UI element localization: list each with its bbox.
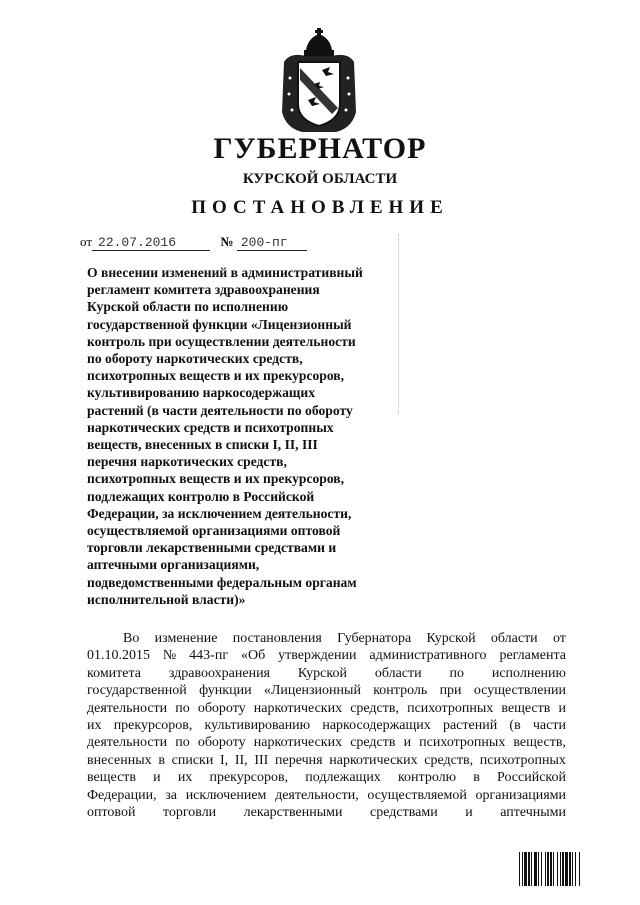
body-word: и	[153, 770, 161, 786]
body-word: веществ,	[513, 735, 566, 751]
body-word: по	[175, 735, 190, 751]
body-word: в	[473, 770, 480, 786]
body-word: контроль	[373, 683, 428, 699]
heading-line: государственной функции «Лицензионный	[87, 316, 352, 332]
number-prefix: №	[220, 234, 234, 249]
body-word: средств	[350, 735, 396, 751]
heading-line: Федерации, за исключением деятельности,	[87, 505, 352, 521]
body-line	[87, 647, 566, 664]
body-line	[87, 804, 566, 821]
body-word: области	[374, 665, 422, 681]
body-word: II,	[234, 752, 248, 768]
body-word: административного	[369, 648, 487, 664]
body-word: области	[490, 631, 538, 646]
body-word: Российской	[497, 770, 566, 786]
body-word: списки	[171, 752, 214, 768]
document-heading	[87, 264, 397, 608]
coat-of-arms-icon	[280, 28, 358, 140]
date-number-line	[80, 234, 307, 251]
body-word: торговли	[162, 805, 217, 821]
body-line	[87, 769, 566, 786]
body-paragraph	[87, 630, 566, 821]
heading-line: аптечными организациями,	[87, 557, 260, 573]
document-type: ПОСТАНОВЛЕНИЕ	[191, 197, 449, 218]
barcode-icon	[519, 852, 609, 886]
barcode-bar	[528, 852, 530, 886]
body-word: 01.10.2015	[87, 648, 150, 664]
body-word: лекарственными	[243, 805, 343, 821]
barcode-bar	[557, 852, 558, 886]
body-word: Курской	[297, 665, 347, 681]
heading-line: регламент комитета здравоохранения	[87, 282, 320, 298]
body-word: средств,	[350, 700, 399, 716]
body-word: контролю	[397, 770, 457, 786]
barcode-bar	[572, 852, 573, 886]
body-word: от	[552, 631, 566, 646]
body-word: наркотических	[329, 752, 418, 768]
body-word: I,	[220, 752, 229, 768]
barcode-bar	[522, 852, 523, 886]
body-word: растений	[442, 718, 498, 734]
body-word: исполнению	[491, 665, 566, 681]
body-line	[87, 787, 566, 804]
body-word: в	[158, 752, 165, 768]
body-word: их	[177, 770, 193, 786]
barcode-bar	[531, 852, 532, 886]
document-number: 200-пг	[240, 235, 288, 250]
heading-line: перечня наркотических средств,	[87, 454, 287, 470]
body-word: их	[87, 718, 102, 734]
barcode-bar	[547, 852, 549, 886]
body-word: веществ	[501, 700, 551, 716]
body-word: оптовой	[87, 805, 136, 821]
body-word: перечня	[275, 752, 323, 768]
heading-line: психотропных веществ и их прекурсоров,	[87, 471, 345, 487]
body-word: веществ	[87, 770, 137, 786]
barcode-bar	[569, 852, 571, 886]
body-word: изменение	[154, 631, 218, 646]
body-word: постановления	[232, 631, 322, 646]
body-word: прекурсоров,	[209, 770, 289, 786]
heading-line: по обороту наркотических средств,	[87, 351, 303, 367]
body-word: за	[165, 787, 178, 803]
heading-line: О внесении изменений в административный	[87, 265, 363, 280]
body-word: по	[449, 665, 464, 681]
body-word: наркотических	[253, 700, 343, 716]
body-word: психотропных	[407, 700, 494, 716]
barcode-bar	[541, 852, 542, 886]
body-word: деятельности	[87, 735, 168, 751]
barcode-bar	[562, 852, 564, 886]
heading-line: контроль при осуществлении деятельности	[87, 333, 356, 349]
body-word: средств,	[424, 752, 474, 768]
body-word: государственной	[87, 683, 187, 699]
body-word: комитета	[87, 665, 142, 681]
heading-line: веществ, внесенных в списки I, II, III	[87, 437, 318, 453]
body-word: аптечными	[500, 805, 566, 821]
barcode-bar	[565, 852, 568, 886]
heading-line: наркотических средств и психотропных	[87, 419, 334, 435]
barcode-bar	[524, 852, 527, 886]
heading-line: Курской области по исполнению	[87, 299, 289, 315]
body-word: здравоохранения	[168, 665, 270, 681]
body-word: регламента	[499, 648, 566, 664]
barcode-bar	[575, 852, 576, 886]
body-line	[87, 752, 566, 769]
region-subtitle: КУРСКОЙ ОБЛАСТИ	[242, 171, 398, 187]
body-word: при	[439, 683, 462, 699]
body-word: осуществляемой	[367, 787, 467, 803]
body-word: Федерации,	[87, 787, 157, 803]
body-line	[87, 734, 566, 751]
barcode-bar	[579, 852, 580, 886]
barcode-bar	[545, 852, 546, 886]
body-word: III	[254, 752, 269, 768]
heading-line: торговли лекарственными средствами и	[87, 540, 337, 556]
date-prefix: от	[80, 234, 93, 249]
body-word: части	[532, 718, 566, 734]
body-word: осуществлении	[473, 683, 566, 699]
barcode-bar	[560, 852, 561, 886]
body-word: психотропных	[419, 735, 506, 751]
body-word: и	[558, 700, 566, 716]
body-word: Во	[123, 631, 140, 646]
body-word: организациями	[475, 787, 566, 803]
barcode-bar	[519, 852, 520, 886]
body-word: средствами	[370, 805, 438, 821]
body-word: подлежащих	[305, 770, 381, 786]
body-word: наркотических	[253, 735, 343, 751]
document-date: 22.07.2016	[98, 235, 177, 250]
heading-line: исполнительной власти)»	[87, 591, 246, 607]
barcode-bar	[534, 852, 537, 886]
body-word: внесенных	[87, 752, 152, 768]
body-word: деятельности,	[275, 787, 359, 803]
body-word: (в	[509, 718, 521, 734]
body-word: и	[465, 805, 473, 821]
body-word: Губернатора	[337, 631, 412, 646]
body-line	[87, 700, 566, 717]
barcode-bar	[538, 852, 539, 886]
body-word: деятельности	[87, 700, 168, 716]
body-word: «Лицензионный	[263, 683, 361, 699]
body-word: психотропных	[479, 752, 566, 768]
heading-line: осуществляемой организациями оптовой	[87, 523, 341, 539]
heading-line: подлежащих контролю в Российской	[87, 488, 315, 504]
barcode-bar	[553, 852, 554, 886]
body-word: наркосодержащих	[322, 718, 431, 734]
page-title: ГУБЕРНАТОР	[213, 132, 427, 165]
body-word: функции	[199, 683, 252, 699]
body-word: 443-пг	[189, 648, 229, 664]
body-word: культивированию	[204, 718, 311, 734]
body-line	[87, 665, 566, 682]
body-line	[87, 630, 566, 647]
margin-guide	[398, 234, 399, 414]
heading-line: растений (в части деятельности по обороту	[87, 402, 353, 418]
body-line	[87, 682, 566, 699]
body-word: Курской	[426, 631, 476, 646]
body-line	[87, 717, 566, 734]
body-word: утверждении	[278, 648, 357, 664]
heading-line: культивированию наркосодержащих	[87, 385, 315, 401]
body-word: прекурсоров,	[113, 718, 193, 734]
body-word: исключением	[185, 787, 267, 803]
body-word: «Об	[240, 648, 266, 664]
barcode-bar	[550, 852, 552, 886]
heading-line: подведомственными федеральным органам	[87, 574, 357, 590]
body-word: по	[175, 700, 190, 716]
body-word: и	[403, 735, 412, 751]
body-word: обороту	[197, 700, 246, 716]
body-word: обороту	[197, 735, 246, 751]
body-word: №	[162, 648, 177, 664]
heading-line: психотропных веществ и их прекурсоров,	[87, 368, 345, 384]
